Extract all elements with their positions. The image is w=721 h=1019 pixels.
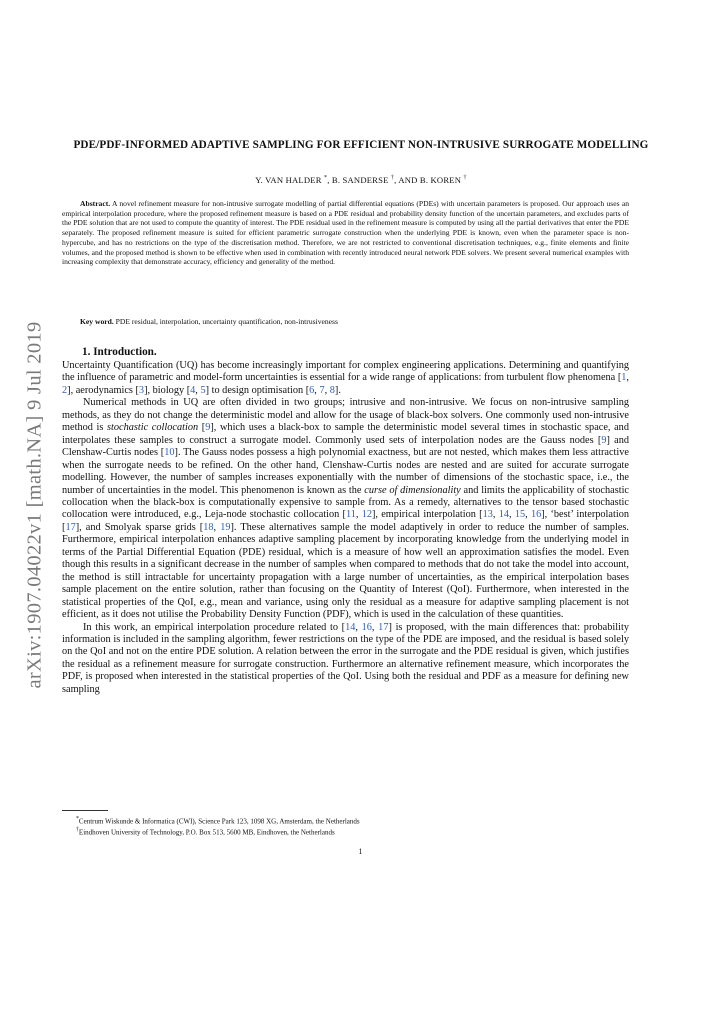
- citation-link[interactable]: 3: [138, 384, 145, 396]
- introduction-body: [62, 360, 629, 696]
- author-sanderse: , B. SANDERSE: [327, 175, 389, 185]
- citation-link[interactable]: 15: [514, 509, 526, 521]
- section-number: 1.: [82, 346, 91, 358]
- citation-link[interactable]: 16: [530, 509, 542, 521]
- footnote: *Centrum Wiskunde & Informatica (CWI), Science Park 123, 1098 XG, Amsterdam, the Netherlands: [76, 816, 360, 826]
- citation-link[interactable]: 7: [319, 384, 325, 396]
- author-line: [62, 175, 660, 185]
- citation-link[interactable]: 5: [200, 384, 206, 396]
- author-van-halder: Y. VAN HALDER: [255, 175, 322, 185]
- affiliation-mark: *: [324, 175, 328, 182]
- affiliation-mark: †: [463, 175, 467, 182]
- citation-link[interactable]: 2: [62, 384, 68, 396]
- citation-link[interactable]: 18: [203, 521, 214, 533]
- citation-link[interactable]: 17: [65, 521, 76, 533]
- citation-link[interactable]: 8: [329, 384, 335, 396]
- paragraph: Numerical methods in UQ are often divided in two groups; intrusive and non-intrusive. We focus on non-intrusive sampling methods, as they do not change the deterministic model and allow for the usage of black-box solvers. One commonly used non-intrusive method is stochastic collocation [9], which uses a black-box to sample the deterministic model several times in stochastic space, and interpolates these samples to construct a surrogate model. Commonly used sets of interpolation nodes are the Gauss nodes [9] and Clenshaw-Curtis nodes [10]. The Gauss nodes possess a high polynomial exactness, but are not nested, which makes them less attractive when the surrogate needs to be refined. On the other hand, Clenshaw-Curtis nodes are nested and are suited for accurate surrogate modelling. However, the number of samples increases exponentially with the number of dimensions of the stochastic space, i.e., the number of uncertainties in the model. This phenomenon is known as the curse of dimensionality and limits the applicability of stochastic collocation when the black-box is computationally expensive to sample from. As a remedy, alternatives to the tensor based stochastic collocation were introduced, e.g., Leja-node stochastic collocation [11, 12], empirical interpolation [13, 14, 15, 16], ‘best’ interpolation [17], and Smolyak sparse grids [18, 19]. These alternatives sample the model adaptively in order to reduce the number of samples. Furthermore, empirical interpolation enhances adaptive sampling placement by incorporating knowledge from the underlying model in terms of the Partial Differential Equation (PDE) residual, which is a measure of how well an approximation satisfies the model. Even though this results in a significant decrease in the number of samples when compared to methods that do not take the model into account, the method is still intractable for uncertainty propagation with a large number of uncertainties, as the empirical interpolation bases sample placement on the entire solution, rather than focusing on the Quantity of Interest (QoI). Furthermore, when interested in the statistical properties of the QoI, e.g., mean and variance, using only the residual as a measure for adaptive sampling placement is not efficient, as it does not utilise the Probability Density Function (PDF), which is used in the calculation of these quantities.: [62, 397, 630, 621]
- abstract: [62, 199, 629, 267]
- arxiv-identifier: [20, 315, 50, 695]
- citation-link[interactable]: 19: [220, 521, 231, 533]
- citation-link[interactable]: 16: [361, 621, 372, 633]
- citation-link[interactable]: 6: [309, 384, 315, 396]
- abstract-label: Abstract.: [80, 199, 111, 208]
- citation-link[interactable]: 14: [345, 621, 356, 633]
- author-koren: , AND B. KOREN: [394, 175, 462, 185]
- abstract-text: A novel refinement measure for non-intrusive surrogate modelling of partial differential equations (PDEs) with uncertain parameters is proposed. Our approach uses an empirical interpolation procedure, where the proposed refinement measure is based on a PDE residual and probability density function of the uncertain parameters, and excludes parts of the PDE solution that are not used to compute the quantity of interest. The PDE residual used in the refinement measure is computed by using all the partial derivatives that enter the PDE separately. The proposed refinement measure is suited for efficient parametric surrogate construction when the underlying PDE is known, even when the parameter space is non-hypercube, and has no restrictions on the type of the discretisation method. Therefore, we are not restricted to conventional discretisation techniques, e.g., finite elements and finite volumes, and the proposed method is shown to be effective when used in combination with recently introduced neural network PDE solvers. We present several numerical examples with increasing complexity that demonstrate accuracy, efficiency and generality of the method.: [62, 199, 629, 267]
- keywords-label: Key word.: [80, 317, 114, 326]
- page-number: 1: [358, 847, 363, 856]
- citation-link[interactable]: 14: [498, 509, 510, 521]
- citation-link[interactable]: 9: [601, 434, 607, 446]
- paragraph: Uncertainty Quantification (UQ) has become increasingly important for complex engineering applications. Determining and quantifying the influence of parametric and model-form uncertainties is essential for a wide range of applications: from turbulent flow phenomena [1, 2], aerodynamics [3], biology [4, 5] to design optimisation [6, 7, 8].: [62, 360, 629, 396]
- section-title: Introduction.: [93, 346, 157, 358]
- citation-link[interactable]: 9: [205, 422, 211, 434]
- footnote: †Eindhoven University of Technology, P.O. Box 513, 5600 MB, Eindhoven, the Netherlands: [76, 827, 335, 837]
- affiliation-mark: †: [390, 175, 395, 182]
- emphasis: curse of dimensionality: [364, 484, 461, 496]
- citation-link[interactable]: 17: [378, 621, 389, 633]
- citation-link[interactable]: 4: [190, 384, 196, 396]
- footnotes: [62, 815, 360, 838]
- keywords-text: PDE residual, interpolation, uncertainty quantification, non-intrusiveness: [115, 317, 338, 326]
- paper-title: PDE/PDF-INFORMED ADAPTIVE SAMPLING FOR EFFICIENT NON-INTRUSIVE SURROGATE MODELLING: [73, 139, 649, 151]
- footnote-rule: [62, 810, 108, 811]
- citation-link[interactable]: 12: [361, 509, 372, 521]
- citation-link[interactable]: 1: [621, 372, 627, 384]
- citation-link[interactable]: 11: [345, 509, 356, 521]
- keywords: [80, 317, 629, 326]
- paragraph: In this work, an empirical interpolation procedure related to [14, 16, 17] is proposed, with the main differences that: probability information is included in the sampling algorithm, fewer restrictions on the type of the PDE are imposed, and the residual is based solely on the QoI and not on the entire PDE solution. A relation between the error in the surrogate and the PDE residual is given, which justifies the residual as a refinement measure for surrogate construction. Furthermore an alternative refinement measure, which incorporates the PDF, is proposed when interested in the statistical properties of the QoI. Using both the residual and PDF as a measure for defining new sampling: [62, 621, 629, 695]
- citation-link[interactable]: 13: [482, 509, 493, 521]
- arxiv-identifier-text: arXiv:1907.04022v1 [math.NA] 9 Jul 2019: [23, 321, 46, 689]
- emphasis: stochastic collocation: [107, 422, 199, 434]
- citation-link[interactable]: 10: [164, 447, 175, 459]
- section-heading: [82, 346, 157, 358]
